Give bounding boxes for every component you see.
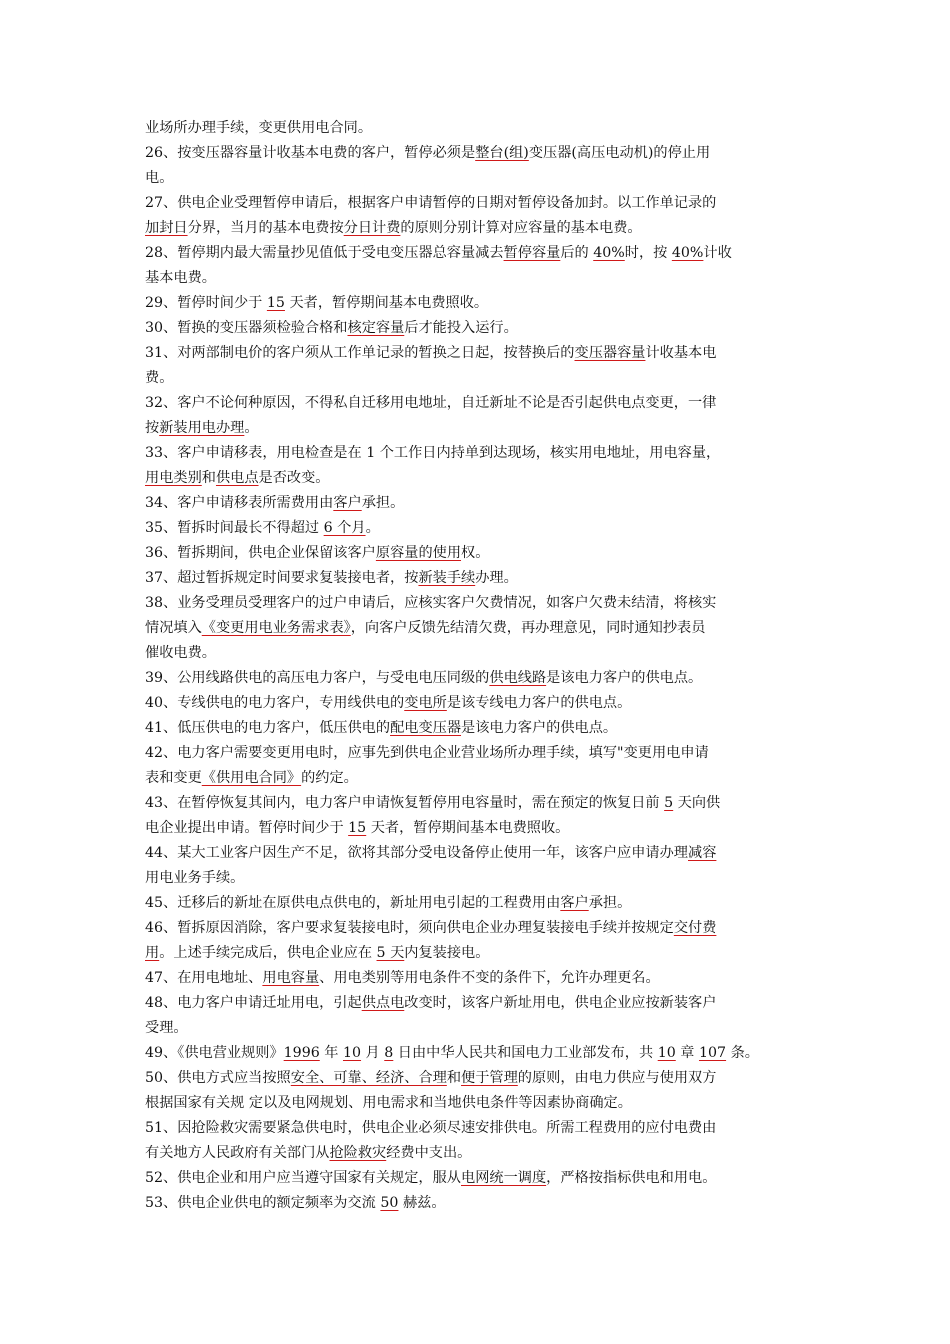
text-segment: 52、供电企业和用户应当遵守国家有关规定，服从 (145, 1170, 461, 1186)
underlined-answer: 安全、可靠、经济、合理 (290, 1070, 447, 1086)
text-segment: 是否改变。 (258, 470, 330, 486)
text-line (145, 1141, 810, 1166)
text-segment: 经费中支出。 (386, 1145, 472, 1161)
text-segment: 按 (145, 420, 160, 436)
text-segment: 和 (446, 1070, 462, 1086)
text-segment: 情况填入 (145, 620, 202, 636)
text-segment: 后才能投入运行。 (404, 320, 518, 336)
text-line (145, 641, 810, 666)
underlined-answer: 10 (342, 1045, 362, 1061)
underlined-answer: 用电类别 (145, 470, 202, 486)
underlined-answer: 用 (145, 945, 160, 961)
underlined-answer: 加封日 (145, 220, 188, 236)
text-segment: 天者，暂停期间基本电费照收。 (366, 820, 570, 836)
text-line (145, 941, 810, 966)
text-line (145, 166, 810, 191)
underlined-answer: 新装用电办理 (159, 420, 245, 436)
text-line (145, 416, 810, 441)
underlined-answer: 抢险救灾 (329, 1145, 387, 1161)
text-line (145, 566, 810, 591)
text-segment: 改变时，该客户新址用电，供电企业应按新装客户 (404, 995, 717, 1011)
text-segment: ，向客户反馈先结清欠费，再办理意见，同时通知抄表员 (350, 620, 706, 636)
text-segment: 46、暂拆原因消除，客户要求复装接电时，须向供电企业办理复装接电手续并按规定 (145, 920, 674, 936)
text-segment: 基本电费。 (145, 270, 216, 286)
text-segment: 承担。 (588, 895, 632, 911)
text-line (145, 816, 810, 841)
text-segment: 章 (675, 1045, 699, 1061)
text-segment: 承担。 (361, 495, 405, 511)
text-segment: 计收 (703, 245, 732, 261)
text-segment: 35、暂拆时间最长不得超过 (145, 520, 324, 536)
text-segment: 有关地方人民政府有关部门从 (145, 1145, 330, 1161)
text-segment: 27、供电企业受理暂停申请后，根据客户申请暂停的日期对暂停设备加封。以工作单记录的 (145, 195, 717, 211)
text-segment: 业场所办理手续，变更供用电合同。 (145, 120, 373, 136)
text-line (145, 491, 810, 516)
text-line (145, 716, 810, 741)
text-segment: 36、暂拆期间，供电企业保留该客户 (145, 545, 376, 561)
text-segment: 的原则，由电力供应与使用双方 (517, 1070, 717, 1086)
text-segment: 42、电力客户需要变更用电时，应事先到供电企业营业场所办理手续，填写"变更用电申请 (145, 745, 709, 761)
text-line (145, 391, 810, 416)
text-segment: 时，按 (624, 245, 672, 261)
underlined-answer: 减容 (688, 845, 717, 861)
text-line (145, 591, 810, 616)
document-page (145, 116, 810, 1216)
text-segment: 天者，暂停期间基本电费照收。 (284, 295, 489, 311)
text-line (145, 991, 810, 1016)
underlined-answer: 核定容量 (347, 320, 405, 336)
underlined-answer: 《供用电合同》 (201, 770, 302, 786)
underlined-answer: 便于管理 (461, 1070, 518, 1086)
text-segment: 44、某大工业客户因生产不足，欲将其部分受电设备停止使用一年，该客户应申请办理 (145, 845, 688, 861)
text-segment: 是该电力客户的供电点。 (546, 670, 703, 686)
text-segment: 28、暂停期内最大需量抄见值低于受电变压器总容量减去 (145, 245, 504, 261)
text-segment: 用电业务手续。 (145, 870, 245, 886)
text-segment: 45、迁移后的新址在原供电点供电的，新址用电引起的工程费用由 (145, 895, 561, 911)
underlined-answer: 《变更用电业务需求表》 (201, 620, 351, 636)
text-line (145, 1091, 810, 1116)
text-line (145, 191, 810, 216)
text-segment: 30、暂换的变压器须检验合格和 (145, 320, 348, 336)
underlined-answer: 原容量的使用 (375, 545, 462, 561)
underlined-answer: 10 (657, 1045, 676, 1061)
underlined-answer: 变电所 (404, 695, 447, 711)
text-segment: 月 (361, 1045, 385, 1061)
text-line (145, 116, 810, 141)
text-line (145, 916, 810, 941)
text-line (145, 1166, 810, 1191)
underlined-answer: 40% (671, 245, 704, 261)
text-segment: 47、在用电地址、 (145, 970, 263, 986)
text-segment: 31、对两部制电价的客户须从工作单记录的暂换之日起，按替换后的 (145, 345, 575, 361)
text-segment: 32、客户不论何种原因，不得私自迁移用电地址，自迁新址不论是否引起供电点变更，一律 (145, 395, 717, 411)
text-line (145, 316, 810, 341)
text-line (145, 1191, 810, 1216)
text-segment: 37、超过暂拆规定时间要求复装接电者，按 (145, 570, 419, 586)
underlined-answer: 暂停容量 (503, 245, 561, 261)
text-line (145, 466, 810, 491)
text-segment: 是该电力客户的供电点。 (461, 720, 618, 736)
text-line (145, 241, 810, 266)
text-line (145, 1066, 810, 1091)
underlined-answer: 新装手续 (418, 570, 476, 586)
text-segment: 费。 (145, 370, 174, 386)
text-line (145, 291, 810, 316)
text-line (145, 441, 810, 466)
underlined-answer: 15 (266, 295, 285, 311)
text-segment: 分界，当月的基本电费按 (187, 220, 344, 236)
underlined-answer: 配电变压器 (390, 720, 462, 736)
text-segment: 变压器(高压电动机)的停止用 (528, 145, 711, 161)
underlined-answer: 用电容量 (262, 970, 320, 986)
text-segment: 。 (365, 520, 380, 536)
underlined-answer: 50 (380, 1195, 399, 1211)
text-segment: 38、业务受理员受理客户的过户申请后，应核实客户欠费情况，如客户欠费未结清，将核实 (145, 595, 717, 611)
text-line (145, 1116, 810, 1141)
underlined-answer: 供电点 (215, 470, 259, 486)
text-segment: 50、供电方式应当按照 (145, 1070, 291, 1086)
text-line (145, 666, 810, 691)
text-segment: 权。 (461, 545, 490, 561)
text-line (145, 791, 810, 816)
text-segment: 表和变更 (145, 770, 202, 786)
underlined-answer: 供电线路 (489, 670, 547, 686)
text-line (145, 216, 810, 241)
text-segment: 计收基本电 (645, 345, 717, 361)
text-line (145, 366, 810, 391)
text-segment: 日由中华人民共和国电力工业部发布，共 (393, 1045, 658, 1061)
text-segment: 后的 (560, 245, 594, 261)
underlined-answer: 5 天 (376, 945, 405, 961)
text-segment: 39、公用线路供电的高压电力客户，与受电电压同级的 (145, 670, 490, 686)
text-segment: 51、因抢险救灾需要紧急供电时，供电企业必须尽速安排供电。所需工程费用的应付电费由 (145, 1120, 717, 1136)
underlined-answer: 5 (664, 795, 674, 811)
text-segment: 办理。 (475, 570, 518, 586)
text-line (145, 541, 810, 566)
text-segment: 40、专线供电的电力客户，专用线供电的 (145, 695, 405, 711)
text-segment: 和 (201, 470, 216, 486)
text-segment: ，严格按指标供电和用电。 (546, 1170, 717, 1186)
text-segment: 、用电类别等用电条件不变的条件下，允许办理更名。 (319, 970, 660, 986)
text-segment: 根据国家有关规 定以及电网规划、用电需求和当地供电条件等因素协商确定。 (145, 1095, 632, 1111)
text-segment: 41、低压供电的电力客户，低压供电的 (145, 720, 391, 736)
underlined-answer: 8 (384, 1045, 394, 1061)
underlined-answer: 客户 (560, 895, 589, 911)
underlined-answer: 107 (698, 1045, 727, 1061)
text-segment: 26、按变压器容量计收基本电费的客户，暂停必须是 (145, 145, 476, 161)
text-segment: 年 (319, 1045, 343, 1061)
text-segment: 。上述手续完成后，供电企业应在 (159, 945, 377, 961)
text-segment: 催收电费。 (145, 645, 216, 661)
text-line (145, 266, 810, 291)
text-segment: 的原则分别计算对应容量的基本电费。 (400, 220, 642, 236)
text-line (145, 516, 810, 541)
text-segment: 受理。 (145, 1020, 188, 1036)
text-line (145, 866, 810, 891)
text-line (145, 891, 810, 916)
text-line (145, 141, 810, 166)
text-segment: 29、暂停时间少于 (145, 295, 267, 311)
text-segment: 49、《供电营业规则》 (145, 1045, 284, 1061)
text-segment: 34、客户申请移表所需费用由 (145, 495, 334, 511)
underlined-answer: 1996 (283, 1045, 320, 1061)
underlined-answer: 整台(组) (475, 145, 529, 161)
text-segment: 天向供 (673, 795, 721, 811)
text-segment: 条。 (726, 1045, 759, 1061)
text-segment: 43、在暂停恢复其间内，电力客户申请恢复暂停用电容量时，需在预定的恢复日前 (145, 795, 665, 811)
underlined-answer: 客户 (333, 495, 362, 511)
text-segment: 53、供电企业供电的额定频率为交流 (145, 1195, 381, 1211)
underlined-answer: 分日计费 (343, 220, 401, 236)
text-line (145, 1041, 810, 1066)
text-line (145, 966, 810, 991)
text-segment: 。 (244, 420, 259, 436)
text-line (145, 341, 810, 366)
text-segment: 48、电力客户申请迁址用电，引起 (145, 995, 362, 1011)
text-line (145, 766, 810, 791)
text-segment: 电。 (145, 170, 174, 186)
underlined-answer: 电网统一调度 (461, 1170, 547, 1186)
text-segment: 赫兹。 (398, 1195, 446, 1211)
underlined-answer: 6 个月 (323, 520, 366, 536)
text-segment: 电企业提出申请。暂停时间少于 (145, 820, 349, 836)
text-line (145, 741, 810, 766)
text-line (145, 841, 810, 866)
text-segment: 内复装接电。 (404, 945, 490, 961)
text-segment: 的约定。 (301, 770, 358, 786)
text-line (145, 1016, 810, 1041)
text-segment: 33、客户申请移表，用电检查是在 1 个工作日内持单到达现场，核实用电地址，用电容量， (145, 445, 721, 461)
text-segment: 是该专线电力客户的供电点。 (446, 695, 632, 711)
underlined-answer: 15 (348, 820, 367, 836)
text-line (145, 691, 810, 716)
underlined-answer: 交付费 (673, 920, 717, 936)
underlined-answer: 变压器容量 (574, 345, 646, 361)
text-line (145, 616, 810, 641)
underlined-answer: 供点电 (361, 995, 405, 1011)
underlined-answer: 40% (593, 245, 625, 261)
